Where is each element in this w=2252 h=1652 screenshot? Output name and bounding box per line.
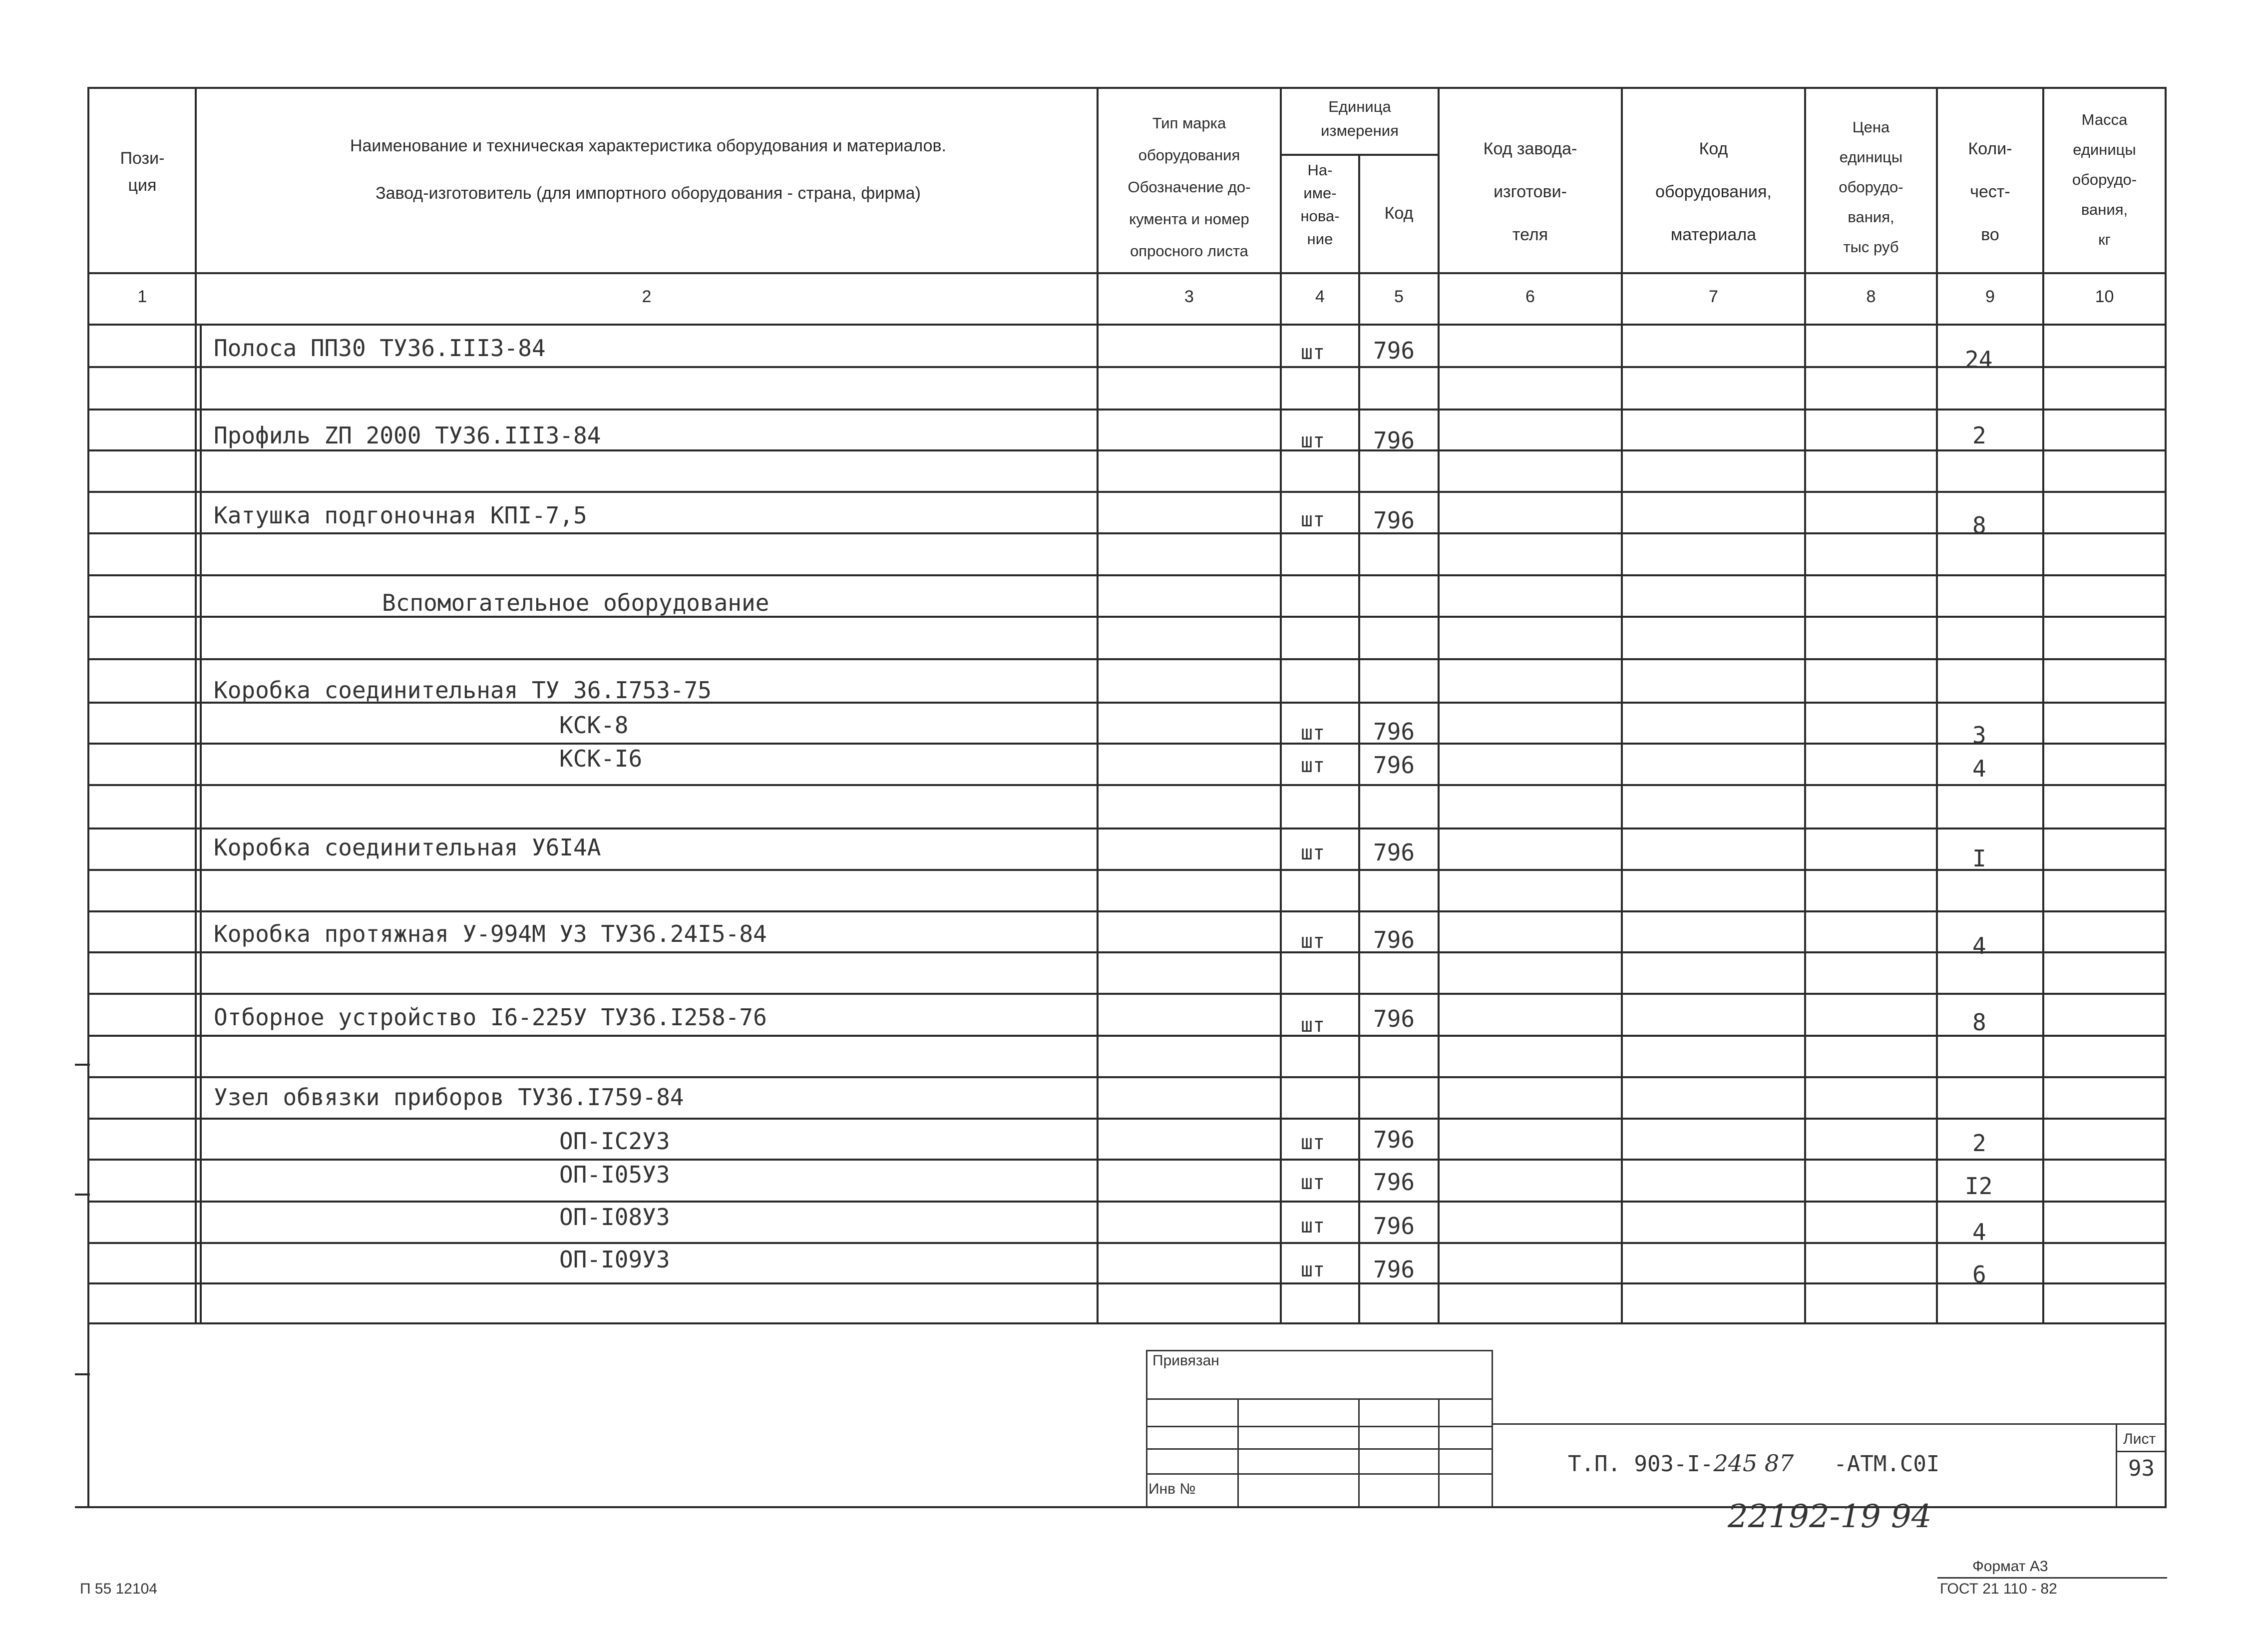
row-line	[87, 366, 2165, 368]
item-unit: шт	[1301, 1014, 1325, 1037]
item-unit: шт	[1301, 1171, 1325, 1194]
item-unit-code: 796	[1373, 718, 1415, 745]
row-line	[87, 869, 2165, 871]
item-unit: шт	[1301, 1258, 1325, 1281]
row-line	[87, 827, 2165, 829]
row-line	[87, 491, 2165, 493]
column-number: 3	[1184, 287, 1194, 306]
col-sep-9	[2042, 87, 2044, 1323]
sheet-number: 93	[2128, 1456, 2155, 1481]
header-unit-group: Единица измерения	[1321, 98, 1399, 139]
stamp-line	[1146, 1426, 1493, 1427]
column-number: 7	[1709, 287, 1718, 306]
header-name-line2: Завод-изготовитель (для импортного оборудования - страна, фирма)	[375, 184, 921, 203]
item-quantity: I	[1972, 845, 1986, 872]
item-quantity: 24	[1965, 346, 1993, 373]
item-quantity: 3	[1972, 722, 1986, 749]
col-sep-7	[1804, 87, 1806, 1323]
column-number: 1	[137, 287, 147, 306]
row-line	[87, 1201, 2165, 1203]
item-name: Коробка соединительная ТУ 36.I753-75	[214, 677, 712, 704]
item-name: ОП-IС2УЗ	[559, 1128, 670, 1155]
header-factory-code: Код завода- изготови- теля	[1483, 139, 1577, 244]
item-unit: шт	[1301, 930, 1325, 953]
row-line	[87, 951, 2165, 953]
column-number: 5	[1394, 287, 1404, 306]
item-unit: шт	[1301, 841, 1325, 864]
item-quantity: 8	[1972, 1009, 1986, 1036]
item-quantity: 4	[1972, 932, 1986, 959]
item-unit-code: 796	[1373, 1126, 1415, 1153]
row-line	[87, 1282, 2165, 1284]
item-unit-code: 796	[1373, 507, 1415, 534]
header-equipment-code: Код оборудования, материала	[1655, 139, 1772, 244]
stamp-line	[1146, 1398, 1493, 1400]
item-name: ОП-I05УЗ	[559, 1161, 670, 1188]
row-line	[87, 1118, 2165, 1120]
stamp-line	[1146, 1350, 1147, 1506]
item-name: Коробка соединительная У6I4А	[214, 834, 601, 861]
row-line	[87, 409, 2165, 411]
row-line	[87, 993, 2165, 995]
item-name: Полоса ПП30 ТУ36.III3-84	[214, 335, 546, 362]
frame-top-line	[87, 87, 2165, 89]
item-unit-code: 796	[1373, 1213, 1415, 1239]
header-name-line1: Наименование и техническая характеристика оборудования и материалов.	[350, 136, 947, 155]
margin-tick	[75, 1064, 90, 1066]
item-quantity: 8	[1972, 512, 1986, 539]
frame-left-line	[87, 87, 89, 1508]
item-unit-code: 796	[1373, 1169, 1415, 1196]
item-unit: шт	[1301, 722, 1325, 745]
stamp-line	[1493, 1423, 2165, 1425]
column-number: 2	[642, 287, 652, 306]
stamp-line	[1146, 1448, 1493, 1450]
item-name: ОП-I09УЗ	[559, 1246, 670, 1273]
item-unit: шт	[1301, 508, 1325, 531]
item-unit-code: 796	[1373, 1005, 1415, 1032]
row-line	[87, 658, 2165, 660]
stamp-line	[1237, 1398, 1239, 1506]
stamp-line	[2116, 1451, 2165, 1452]
footer-line	[1937, 1577, 2167, 1579]
column-number: 10	[2095, 287, 2114, 306]
footer-left-code: П 55 12104	[80, 1581, 158, 1597]
item-name: КСК-I6	[559, 745, 643, 772]
item-unit-code: 796	[1373, 926, 1415, 953]
row-line	[87, 1035, 2165, 1037]
item-name: КСК-8	[559, 712, 629, 739]
item-quantity: 4	[1972, 1219, 1986, 1245]
stamp-line	[1492, 1350, 1493, 1506]
header-bottom-line	[87, 272, 2165, 274]
item-quantity: 4	[1972, 755, 1986, 782]
item-unit-code: 796	[1373, 427, 1415, 454]
registration-number: 22192-19 94	[1728, 1498, 1932, 1535]
row-line	[87, 532, 2165, 534]
col-sep-2	[1097, 87, 1099, 1323]
row-line	[87, 910, 2165, 912]
header-unit-code: Код	[1384, 204, 1414, 223]
footer-gost: ГОСТ 21 110 - 82	[1940, 1581, 2057, 1597]
numbers-bottom-line	[87, 324, 2165, 326]
item-name: Катушка подгоночная КПI-7,5	[214, 502, 587, 529]
stamp-line	[1146, 1350, 1493, 1351]
item-unit: шт	[1301, 1215, 1325, 1238]
item-unit: шт	[1301, 341, 1325, 364]
column-number: 8	[1866, 287, 1876, 306]
item-unit-code: 796	[1373, 752, 1415, 779]
row-line	[87, 743, 2165, 745]
row-line	[87, 1322, 2165, 1324]
col-sep-6	[1621, 87, 1623, 1323]
item-quantity: I2	[1965, 1173, 1993, 1200]
frame-right-line	[2165, 87, 2167, 1508]
stamp-inv-no: Инв №	[1148, 1481, 1196, 1497]
item-name: Отборное устройство I6-225У ТУ36.I258-76	[214, 1004, 767, 1031]
col-sep-5	[1438, 87, 1440, 1323]
row-line	[87, 1242, 2165, 1244]
stamp-line	[1146, 1473, 1493, 1475]
header-price: Цена единицы оборудо- вания, тыс руб	[1839, 118, 1903, 256]
col-sep-8	[1936, 87, 1938, 1323]
stamp-line	[1438, 1398, 1440, 1506]
column-number: 6	[1525, 287, 1535, 306]
header-unit-name: На- име- нова- ние	[1300, 161, 1340, 248]
item-unit-code: 796	[1373, 1256, 1415, 1283]
item-name: Коробка протяжная У-994М УЗ ТУ36.24I5-84	[214, 920, 767, 947]
item-name: Профиль ZП 2000 ТУ36.III3-84	[214, 422, 601, 449]
margin-tick	[75, 1194, 90, 1196]
stamp-line	[1358, 1398, 1360, 1506]
header-mass: Масса единицы оборудо- вания, кг	[2072, 111, 2137, 248]
header-type: Тип марка оборудования Обозначение до- кумента и номер опросного листа	[1127, 114, 1251, 260]
column-number: 9	[1985, 287, 1995, 306]
item-name: ОП-I08УЗ	[559, 1204, 670, 1231]
stamp-privyazan: Привязан	[1152, 1352, 1219, 1369]
row-line	[87, 449, 2165, 451]
row-line	[87, 574, 2165, 576]
margin-tick	[75, 1373, 90, 1375]
item-name: Узел обвязки приборов ТУ36.I759-84	[214, 1084, 684, 1111]
item-quantity: 2	[1972, 422, 1986, 449]
row-line	[87, 1159, 2165, 1161]
item-quantity: 2	[1972, 1130, 1986, 1157]
col-sep-3	[1280, 87, 1282, 1323]
item-unit: шт	[1301, 754, 1325, 777]
col-sep-1	[195, 87, 197, 1323]
header-position: Пози- ция	[120, 149, 165, 195]
column-number: 4	[1315, 287, 1325, 306]
item-unit: шт	[1301, 1131, 1325, 1154]
stamp-line	[2116, 1423, 2117, 1506]
col-sep-1b	[200, 324, 202, 1323]
item-unit-code: 796	[1373, 337, 1415, 364]
row-line	[87, 1076, 2165, 1078]
sheet-label: Лист	[2123, 1431, 2156, 1447]
item-unit: шт	[1301, 429, 1325, 452]
item-unit-code: 796	[1373, 839, 1415, 866]
item-quantity: 6	[1972, 1261, 1986, 1288]
section-heading: Вспомогательное оборудование	[382, 589, 769, 616]
header-quantity: Коли- чест- во	[1968, 139, 2012, 244]
footer-format: Формат А3	[1972, 1558, 2048, 1575]
document-code: Т.П. 903-I-245 87 -АТМ.С0I	[1568, 1450, 1940, 1477]
row-line	[87, 784, 2165, 786]
col-sep-4	[1358, 154, 1360, 1323]
